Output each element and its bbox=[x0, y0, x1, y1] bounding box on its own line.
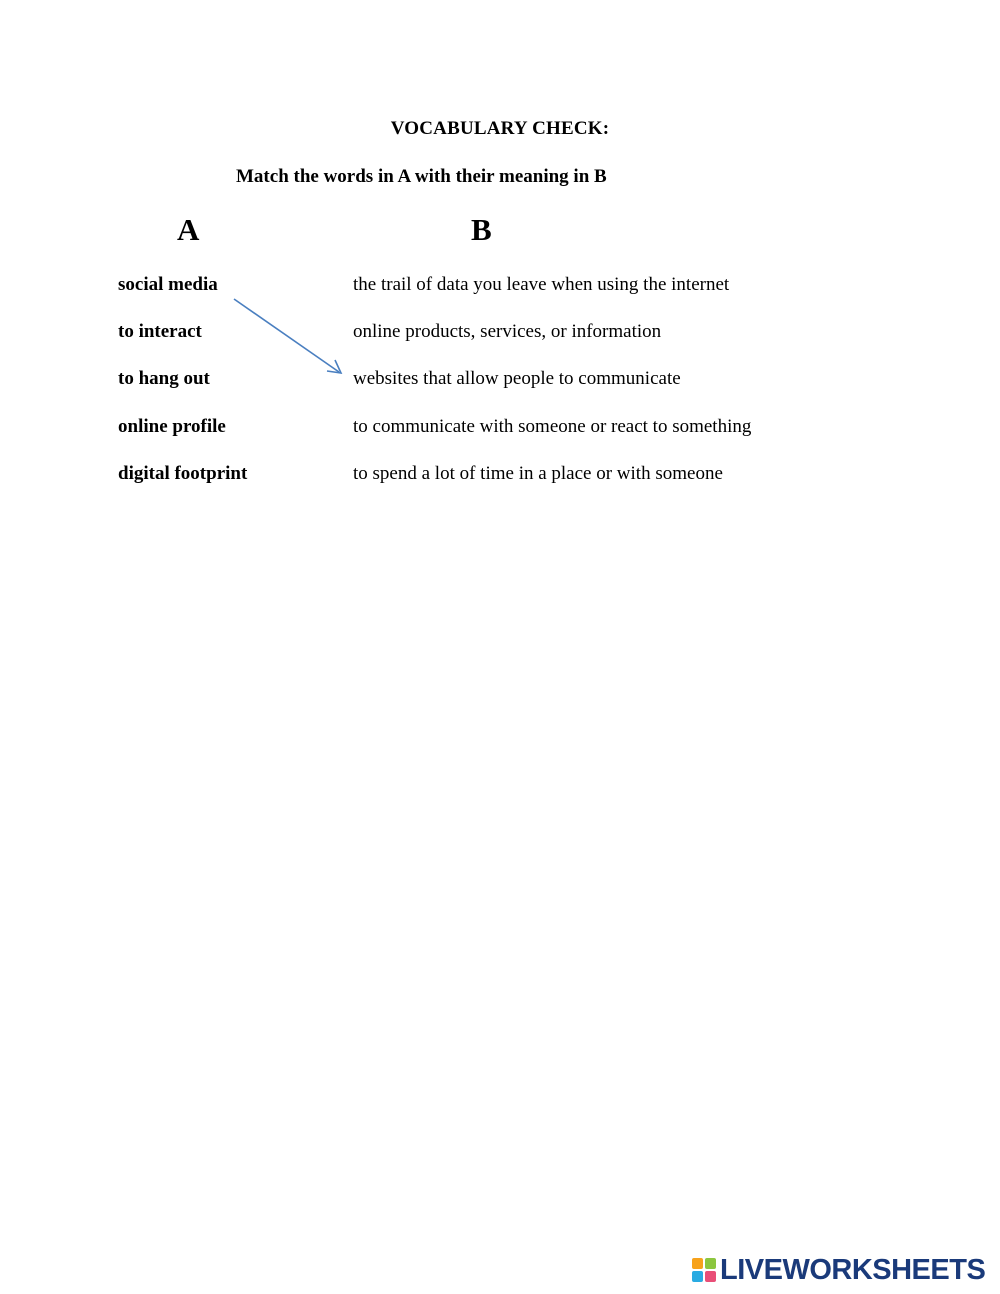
arrow-head-icon bbox=[327, 360, 341, 373]
meaning-item[interactable]: to spend a lot of time in a place or with someone bbox=[353, 463, 723, 484]
brand-icon-tile bbox=[705, 1258, 716, 1269]
brand-name: LIVEWORKSHEETS bbox=[720, 1253, 986, 1286]
meaning-item[interactable]: to communicate with someone or react to something bbox=[353, 416, 752, 437]
meaning-item[interactable]: websites that allow people to communicate bbox=[353, 368, 681, 389]
word-item[interactable]: to hang out bbox=[118, 368, 210, 389]
arrow-line bbox=[234, 299, 339, 372]
brand-icon bbox=[692, 1258, 716, 1282]
meaning-item[interactable]: online products, services, or information bbox=[353, 321, 662, 342]
liveworksheets-logo bbox=[692, 1254, 985, 1286]
worksheet-title: VOCABULARY CHECK: bbox=[390, 118, 610, 139]
column-a-header: A bbox=[177, 212, 200, 247]
brand-icon-tile bbox=[692, 1258, 703, 1269]
word-item[interactable]: online profile bbox=[118, 416, 226, 437]
instruction-text: Match the words in A with their meaning in B bbox=[236, 166, 607, 187]
word-item[interactable]: digital footprint bbox=[118, 463, 248, 484]
column-b-header: B bbox=[471, 212, 492, 247]
brand-icon-tile bbox=[705, 1271, 716, 1282]
word-item[interactable]: social media bbox=[118, 274, 218, 295]
word-item[interactable]: to interact bbox=[118, 321, 202, 342]
meaning-item[interactable]: the trail of data you leave when using the internet bbox=[353, 274, 730, 295]
brand-icon-tile bbox=[692, 1271, 703, 1282]
